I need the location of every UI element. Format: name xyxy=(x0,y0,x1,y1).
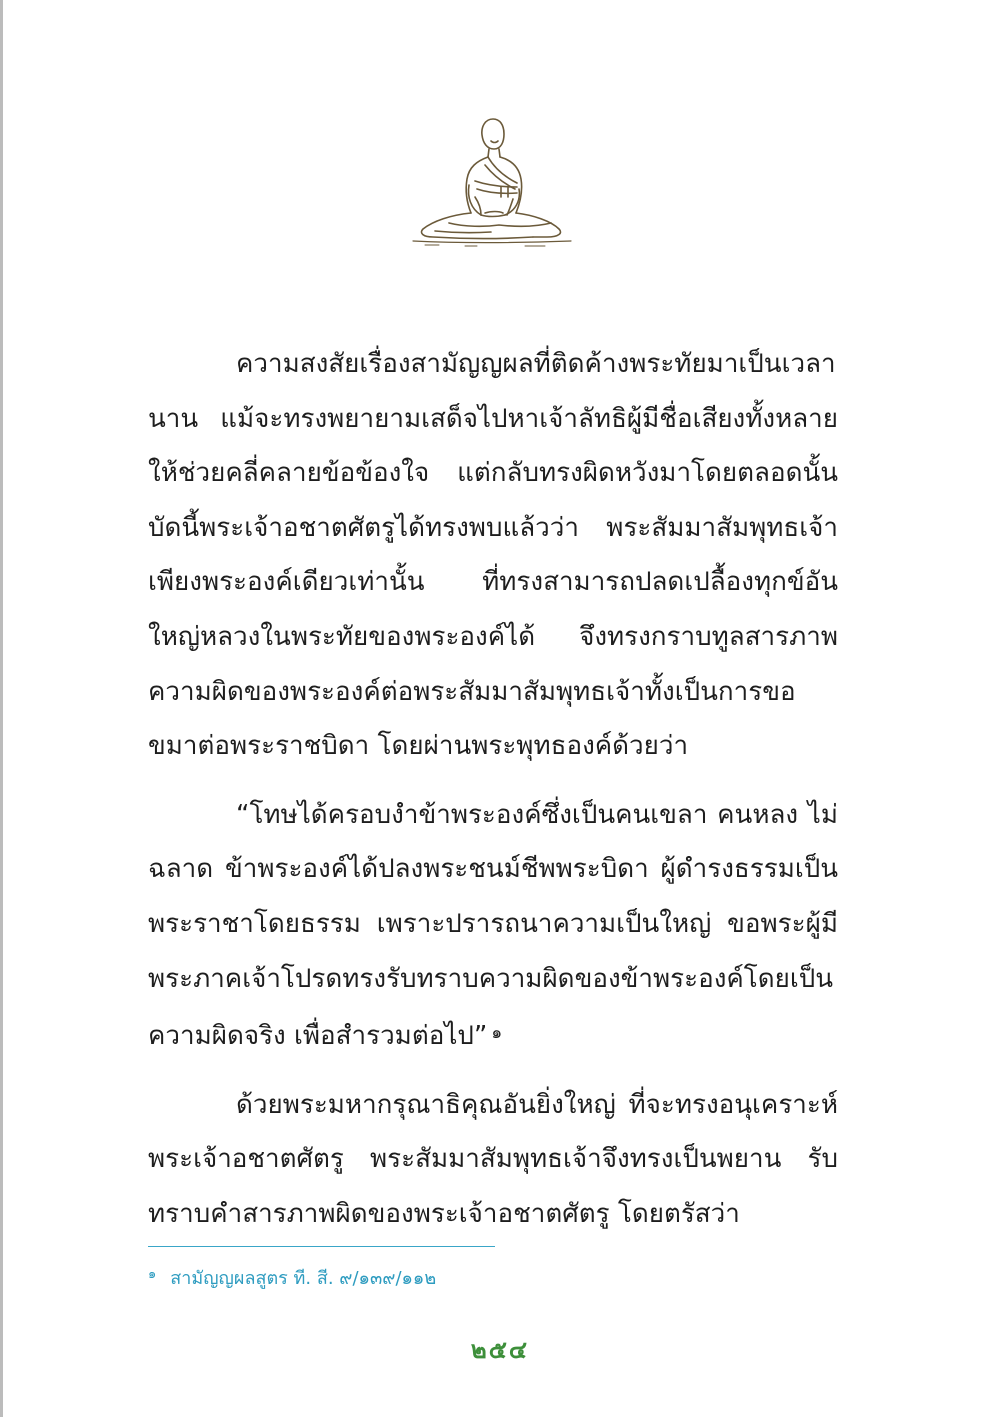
paragraph-1: ความสงสัยเรื่องสามัญญผลที่ติดค้างพระทัยมาเป็นเวลานาน แม้จะทรงพยายามเสด็จไปหาเจ้าลัทธิผู้มีชื่อเสียงทั้งหลายให้ช่วยคลี่คลายข้อข้องใจ แต่กลับทรงผิดหวังมาโดยตลอดนั้น บัดนี้พระเจ้าอชาตศัตรูได้ทรงพบแล้วว่า พระสัมมาสัมพุทธเจ้าเพียงพระองค์เดียวเท่านั้น ที่ทรงสามารถปลดเปลื้องทุกข์อันใหญ่หลวงในพระทัยของพระองค์ได้ จึงทรงกราบทูลสารภาพความผิดของพระองค์ต่อพระสัมมาสัมพุทธเจ้าทั้งเป็นการขอขมาต่อพระราชบิดา โดยผ่านพระพุทธองค์ด้วยว่า xyxy=(148,349,838,762)
page-number: ๒๕๔ xyxy=(470,1336,530,1364)
page-edge xyxy=(0,0,3,1417)
body-text xyxy=(148,337,838,1242)
footnote-reference[interactable]: ๑ xyxy=(491,1023,503,1044)
paragraph-2-quote xyxy=(148,788,838,1064)
paragraph-3: ด้วยพระมหากรุณาธิคุณอันยิ่งใหญ่ ที่จะทรงอนุเคราะห์พระเจ้าอชาตศัตรู พระสัมมาสัมพุทธเจ้าจึงทรงเป็นพยาน รับทราบคำสารภาพผิดของพระเจ้าอชาตศัตรู โดยตรัสว่า xyxy=(148,1089,838,1229)
footnote-text: สามัญญผลสูตร ที. สี. ๙/๑๓๙/๑๑๒ xyxy=(170,1268,437,1289)
seated-monk-icon xyxy=(405,105,575,255)
footnote xyxy=(148,1263,436,1292)
footnote-number: ๑ xyxy=(148,1267,157,1282)
footnote-divider xyxy=(148,1246,495,1247)
quote-text: “โทษได้ครอบงำข้าพระองค์ซึ่งเป็นคนเขลา คนหลง ไม่ฉลาด ข้าพระองค์ได้ปลงพระชนม์ชีพพระบิดา ผู้ดำรงธรรมเป็นพระราชาโดยธรรม เพราะปรารถนาความเป็นใหญ่ ขอพระผู้มีพระภาคเจ้าโปรดทรงรับทราบความผิดของข้าพระองค์โดยเป็นความผิดจริง เพื่อสำรวมต่อไป” xyxy=(148,799,838,1052)
